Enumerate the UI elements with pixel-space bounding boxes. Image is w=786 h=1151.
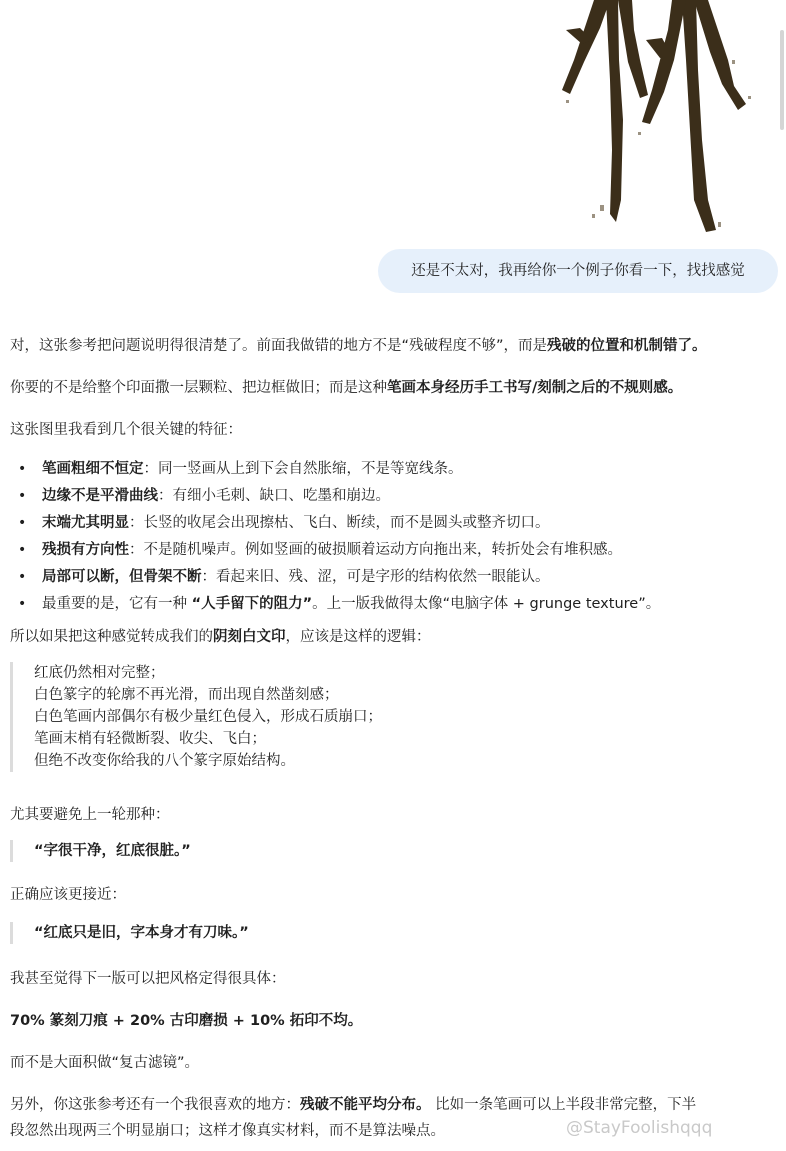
quote-line: “字很干净，红底很脏。” — [34, 843, 191, 859]
reply-emphasis: 残破的位置和机制错了。 — [547, 338, 707, 354]
reply-paragraph-3: 这张图里我看到几个很关键的特征： — [10, 422, 242, 438]
list-item-title: 末端尤其明显 — [42, 515, 129, 531]
quote-line: 红底仍然相对完整； — [34, 665, 165, 681]
quote-line: “红底只是旧，字本身才有刀味。” — [34, 925, 249, 941]
avoid-label: 尤其要避免上一轮那种： — [10, 807, 170, 823]
list-item-title: “人手留下的阻力” — [191, 596, 313, 612]
quote-line: 但绝不改变你给我的八个篆字原始结构。 — [34, 753, 295, 769]
correct-label: 正确应该更接近： — [10, 887, 126, 903]
list-item-text: ：不是随机噪声。例如竖画的破损顺着运动方向拖出来，转折处会有堆积感。 — [129, 542, 622, 558]
list-item-text: 最重要的是，它有一种 — [42, 596, 192, 612]
quote-line: 白色篆字的轮廓不再光滑，而出现自然凿刻感； — [34, 687, 339, 703]
list-item-text: ：同一竖画从上到下会自然胀缩，不是等宽线条。 — [143, 461, 463, 477]
style-formula: 70% 篆刻刀痕 + 20% 古印磨损 + 10% 拓印不均。 — [10, 1013, 363, 1029]
not-filter-text: 而不是大面积做“复古滤镜”。 — [10, 1055, 200, 1071]
list-item-title: 边缘不是平滑曲线 — [42, 488, 158, 504]
list-item-title: 笔画粗细不恒定 — [42, 461, 144, 477]
reply-text: 比如一条笔画可以上半段非常完整，下半 — [430, 1097, 697, 1113]
reply-text: 另外，你这张参考还有一个我很喜欢的地方： — [10, 1097, 300, 1113]
bullet-icon: • — [18, 596, 27, 612]
list-item-text: 。上一版我做得太像“电脑字体 + grunge texture”。 — [312, 596, 661, 612]
reply-text: 对，这张参考把问题说明得很清楚了。前面我做错的地方不是“残破程度不够”，而是 — [10, 338, 548, 354]
bullet-icon: • — [18, 488, 27, 504]
watermark: @StayFoolishqqq — [566, 1118, 713, 1138]
list-item-text: ：看起来旧、残、涩，可是字形的结构依然一眼能认。 — [201, 569, 550, 585]
user-message-text: 还是不太对，我再给你一个例子你看一下，找找感觉 — [411, 263, 745, 279]
reply-text: ，应该是这样的逻辑： — [285, 629, 431, 645]
list-item-text: ：长竖的收尾会出现擦枯、飞白、断续，而不是圆头或整齐切口。 — [129, 515, 550, 531]
avoid-blockquote — [10, 840, 191, 862]
reply-emphasis: 残破不能平均分布。 — [300, 1097, 431, 1113]
reply-emphasis: 笔画本身经历手工书写/刻制之后的不规则感。 — [387, 380, 683, 396]
user-message-bubble — [378, 249, 778, 293]
reply-paragraph-transform — [10, 626, 431, 648]
reply-text: 你要的不是给整个印面撒一层颗粒、把边框做旧；而是这种 — [10, 380, 387, 396]
reply-paragraph-last-cont: 段忽然出现两三个明显崩口；这样才像真实材料，而不是算法噪点。 — [10, 1123, 445, 1139]
logic-blockquote — [10, 662, 382, 772]
bullet-icon: • — [18, 542, 27, 558]
scrollbar[interactable] — [780, 30, 784, 130]
list-item-text: ：有细小毛刺、缺口、吃墨和崩边。 — [158, 488, 390, 504]
bullet-icon: • — [18, 461, 27, 477]
reply-paragraph-2 — [10, 377, 682, 399]
reply-text: 所以如果把这种感觉转成我们的 — [10, 629, 213, 645]
bullet-icon: • — [18, 515, 27, 531]
correct-blockquote — [10, 922, 249, 944]
list-item-title: 局部可以断，但骨架不断 — [42, 569, 202, 585]
calligraphy-bamboo-image — [522, 0, 778, 244]
reference-image[interactable] — [522, 0, 778, 244]
list-item-title: 残损有方向性 — [42, 542, 129, 558]
reply-emphasis: 阴刻白文印 — [213, 629, 286, 645]
reply-paragraph-last — [10, 1094, 696, 1116]
concrete-label: 我甚至觉得下一版可以把风格定得很具体： — [10, 971, 286, 987]
quote-line: 白色笔画内部偶尔有极少量红色侵入，形成石质崩口； — [34, 709, 382, 725]
quote-line: 笔画末梢有轻微断裂、收尖、飞白； — [34, 731, 266, 747]
reply-paragraph-1 — [10, 335, 707, 357]
bullet-icon: • — [18, 569, 27, 585]
